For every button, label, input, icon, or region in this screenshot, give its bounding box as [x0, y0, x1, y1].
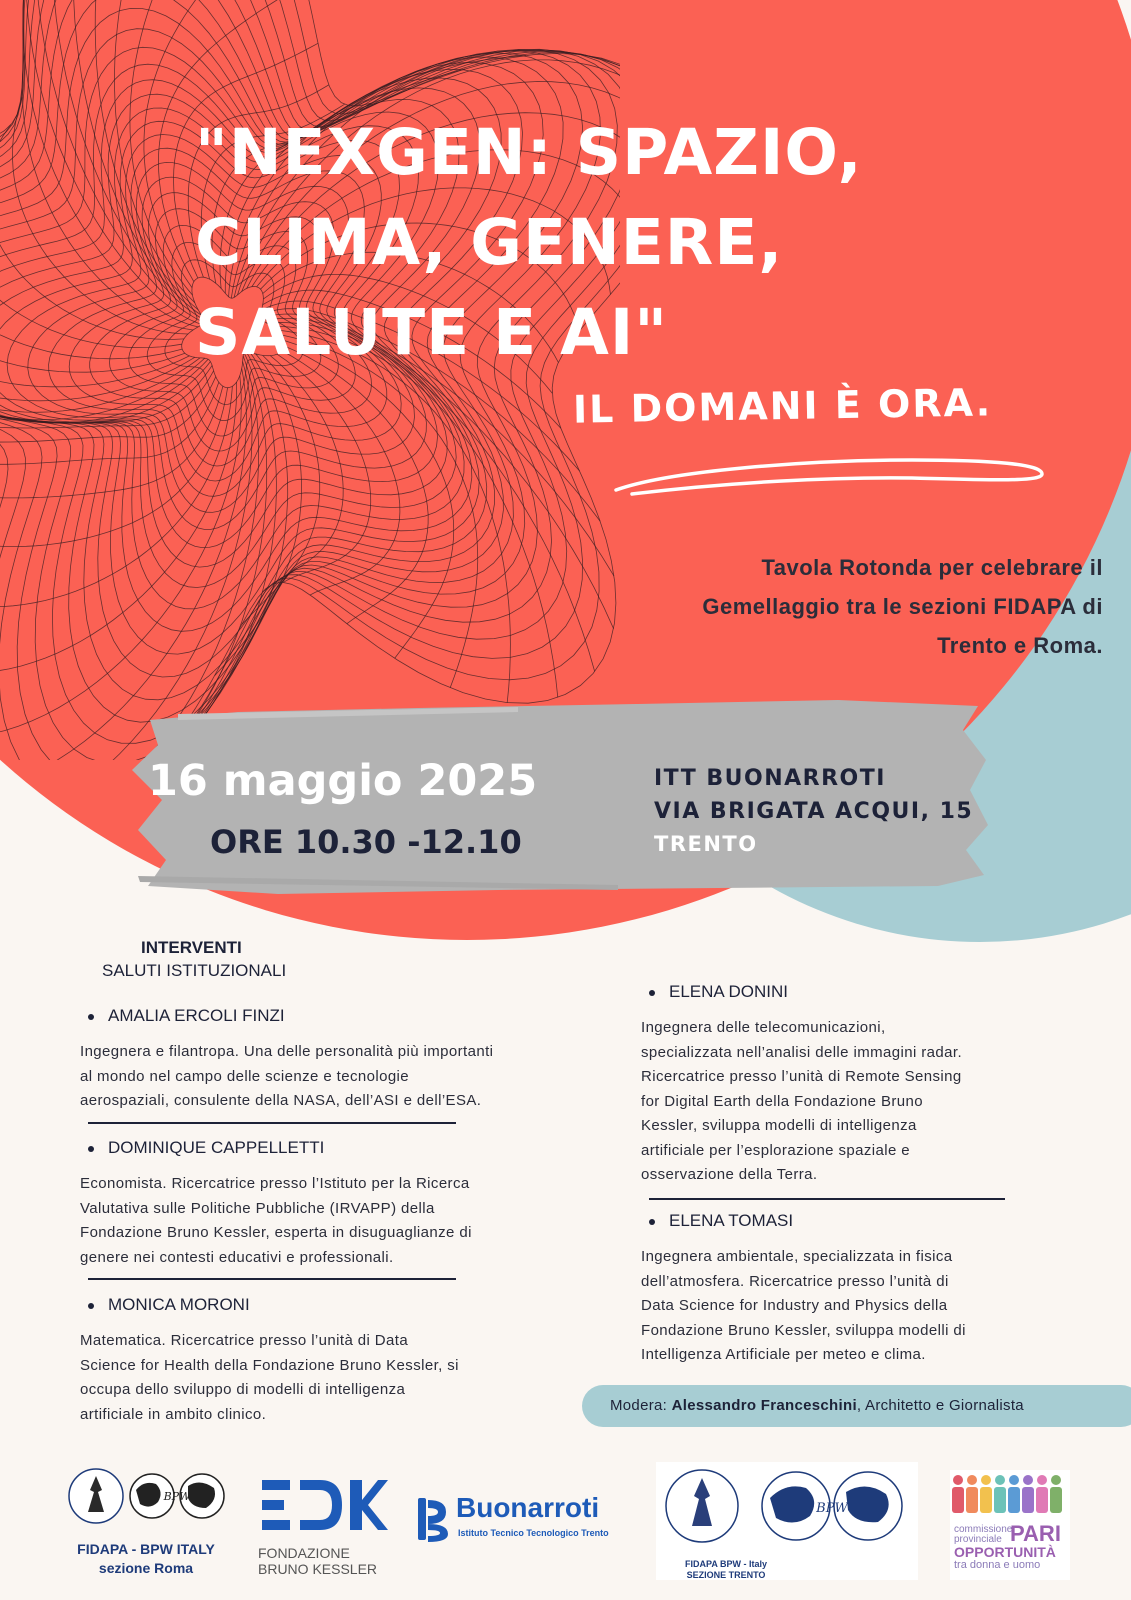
buonarroti-logo	[414, 1490, 634, 1550]
bio-line: dell’atmosfera. Ricercatrice presso l’unità di	[641, 1272, 949, 1290]
pari-line-1: commissione	[954, 1524, 1013, 1535]
event-title	[195, 108, 995, 378]
fidapa-trento-line-1: FIDAPA BPW - Italy	[684, 1559, 767, 1569]
pari-line-2: provinciale	[954, 1534, 1002, 1545]
fidapa-roma-line-2: sezione Roma	[98, 1560, 194, 1576]
bio-line: Ingegnera ambientale, specializzata in fisica	[641, 1248, 953, 1265]
speaker-name: MONICA MORONI	[108, 1295, 250, 1314]
fidapa-roma-line-1: FIDAPA - BPW ITALY	[77, 1541, 215, 1557]
pari-big: PARI	[1010, 1521, 1061, 1546]
divider	[88, 1122, 456, 1124]
title-line-2: CLIMA, GENERE,	[195, 206, 784, 279]
bio-line: occupa dello sviluppo di modelli di intelligenza	[80, 1381, 406, 1398]
bullet-icon	[88, 1014, 94, 1020]
fidapa-emblem-icon	[60, 1462, 232, 1532]
fidapa-trento-logo	[656, 1462, 918, 1580]
buonarroti-mark-icon	[414, 1494, 450, 1544]
divider	[88, 1278, 456, 1280]
people-group-icon	[950, 1470, 1070, 1520]
speaker-bio	[641, 1245, 966, 1368]
bullet-icon	[88, 1146, 94, 1152]
bio-line: Ingegnera delle telecomunicazioni,	[641, 1019, 886, 1036]
venue-address: VIA BRIGATA ACQUI, 15	[654, 799, 974, 824]
subtitle-line-1: Tavola Rotonda per celebrare il	[761, 555, 1103, 580]
buonarroti-name: Buonarroti	[456, 1492, 600, 1523]
bio-line: specializzata nell’analisi delle immagini radar.	[641, 1043, 963, 1061]
buonarroti-tagline: Istituto Tecnico Tecnologico Trento	[458, 1528, 609, 1538]
moderator-role: , Architetto e Giornalista	[856, 1397, 1024, 1414]
bio-line: aerospaziali, consulente della NASA, dell’ASI e dell’ESA.	[80, 1092, 482, 1109]
speaker-dominique-cappelletti	[80, 1138, 472, 1270]
speaker-elena-tomasi	[641, 1211, 966, 1368]
handwritten-underline	[612, 452, 1072, 502]
bio-line: Valutativa sulle Politiche Pubbliche (IRVAPP) della	[80, 1199, 435, 1217]
moderator-banner	[582, 1385, 1131, 1427]
pari-opportunita-logo	[950, 1470, 1070, 1580]
speaker-name: AMALIA ERCOLI FINZI	[108, 1006, 285, 1025]
fbk-line-2: BRUNO KESSLER	[258, 1561, 378, 1577]
speaker-bio	[641, 1016, 962, 1188]
title-line-1: "NEXGEN: SPAZIO,	[195, 116, 863, 189]
speaker-monica-moroni	[80, 1295, 459, 1427]
fbk-line-1: FONDAZIONE	[258, 1545, 350, 1561]
moderator-name: Alessandro Franceschini	[671, 1397, 857, 1414]
bio-line: Science for Health della Fondazione Bruno Kessler, si	[80, 1356, 459, 1374]
speaker-name: ELENA DONINI	[669, 982, 789, 1001]
fidapa-roma-logo	[60, 1462, 232, 1580]
bio-line: Kessler, sviluppa modelli di intelligenza	[641, 1117, 917, 1134]
speaker-amalia-ercoli-finzi	[80, 1006, 493, 1114]
fidapa-trento-line-2: SEZIONE TRENTO	[686, 1570, 766, 1580]
bullet-icon	[649, 990, 655, 996]
bio-line: Fondazione Bruno Kessler, esperta in disuguaglianze di	[80, 1224, 472, 1241]
program-subheading: SALUTI ISTITUZIONALI	[102, 961, 287, 980]
bio-line: Fondazione Bruno Kessler, sviluppa modelli di	[641, 1321, 966, 1339]
subtitle-line-3: Trento e Roma.	[937, 633, 1103, 658]
bio-line: Ingegnera e filantropa. Una delle personalità più importanti	[80, 1043, 494, 1060]
fbk-logo	[258, 1474, 388, 1584]
fidapa-trento-emblem-icon	[656, 1462, 918, 1550]
pari-line-4: tra donna e uomo	[954, 1559, 1041, 1571]
venue-city: TRENTO	[654, 832, 758, 856]
venue-name: ITT BUONARROTI	[654, 766, 886, 791]
event-subtitle	[540, 548, 1103, 665]
bio-line: Economista. Ricercatrice presso l’Istituto per la Ricerca	[80, 1175, 470, 1192]
slogan: IL DOMANI È ORA.	[572, 380, 993, 432]
event-venue	[654, 762, 973, 861]
bio-line: Intelligenza Artificiale per meteo e clima.	[641, 1346, 926, 1363]
bio-line: Data Science for Industry and Physics della	[641, 1297, 948, 1314]
moderator-label: Modera:	[610, 1397, 668, 1414]
bio-line: Matematica. Ricercatrice presso l’unità di Data	[80, 1332, 409, 1349]
subtitle-line-2: Gemellaggio tra le sezioni FIDAPA di	[702, 594, 1103, 619]
bio-line: osservazione della Terra.	[641, 1166, 818, 1183]
bio-line: artificiale per l’esplorazione spaziale e	[641, 1141, 911, 1159]
divider	[649, 1198, 1005, 1200]
title-line-3: SALUTE E AI"	[195, 296, 669, 369]
bio-line: al mondo nel campo delle scienze e tecnologie	[80, 1067, 410, 1085]
bio-line: for Digital Earth della Fondazione Bruno	[641, 1092, 923, 1110]
pari-line-3: OPPORTUNITÀ	[954, 1544, 1056, 1560]
speaker-name: ELENA TOMASI	[669, 1211, 794, 1230]
event-date: 16 maggio 2025	[148, 756, 538, 806]
program-heading: INTERVENTI	[141, 938, 242, 957]
speaker-bio	[80, 1040, 493, 1114]
speaker-name: DOMINIQUE CAPPELLETTI	[108, 1138, 325, 1157]
speaker-elena-donini	[641, 982, 962, 1188]
bullet-icon	[649, 1219, 655, 1225]
bio-line: genere nei contesti educativi e professionali.	[80, 1248, 394, 1266]
bullet-icon	[88, 1303, 94, 1309]
speaker-bio	[80, 1329, 459, 1427]
bio-line: Ricercatrice presso l’unità di Remote Sensing	[641, 1068, 962, 1085]
bpw-badge: BPW	[163, 1490, 191, 1503]
event-time: ORE 10.30 -12.10	[210, 823, 522, 861]
fbk-mark-icon	[258, 1474, 388, 1540]
bpw-badge: BPW	[816, 1501, 848, 1516]
bio-line: artificiale in ambito clinico.	[80, 1405, 267, 1423]
speaker-bio	[80, 1172, 472, 1270]
